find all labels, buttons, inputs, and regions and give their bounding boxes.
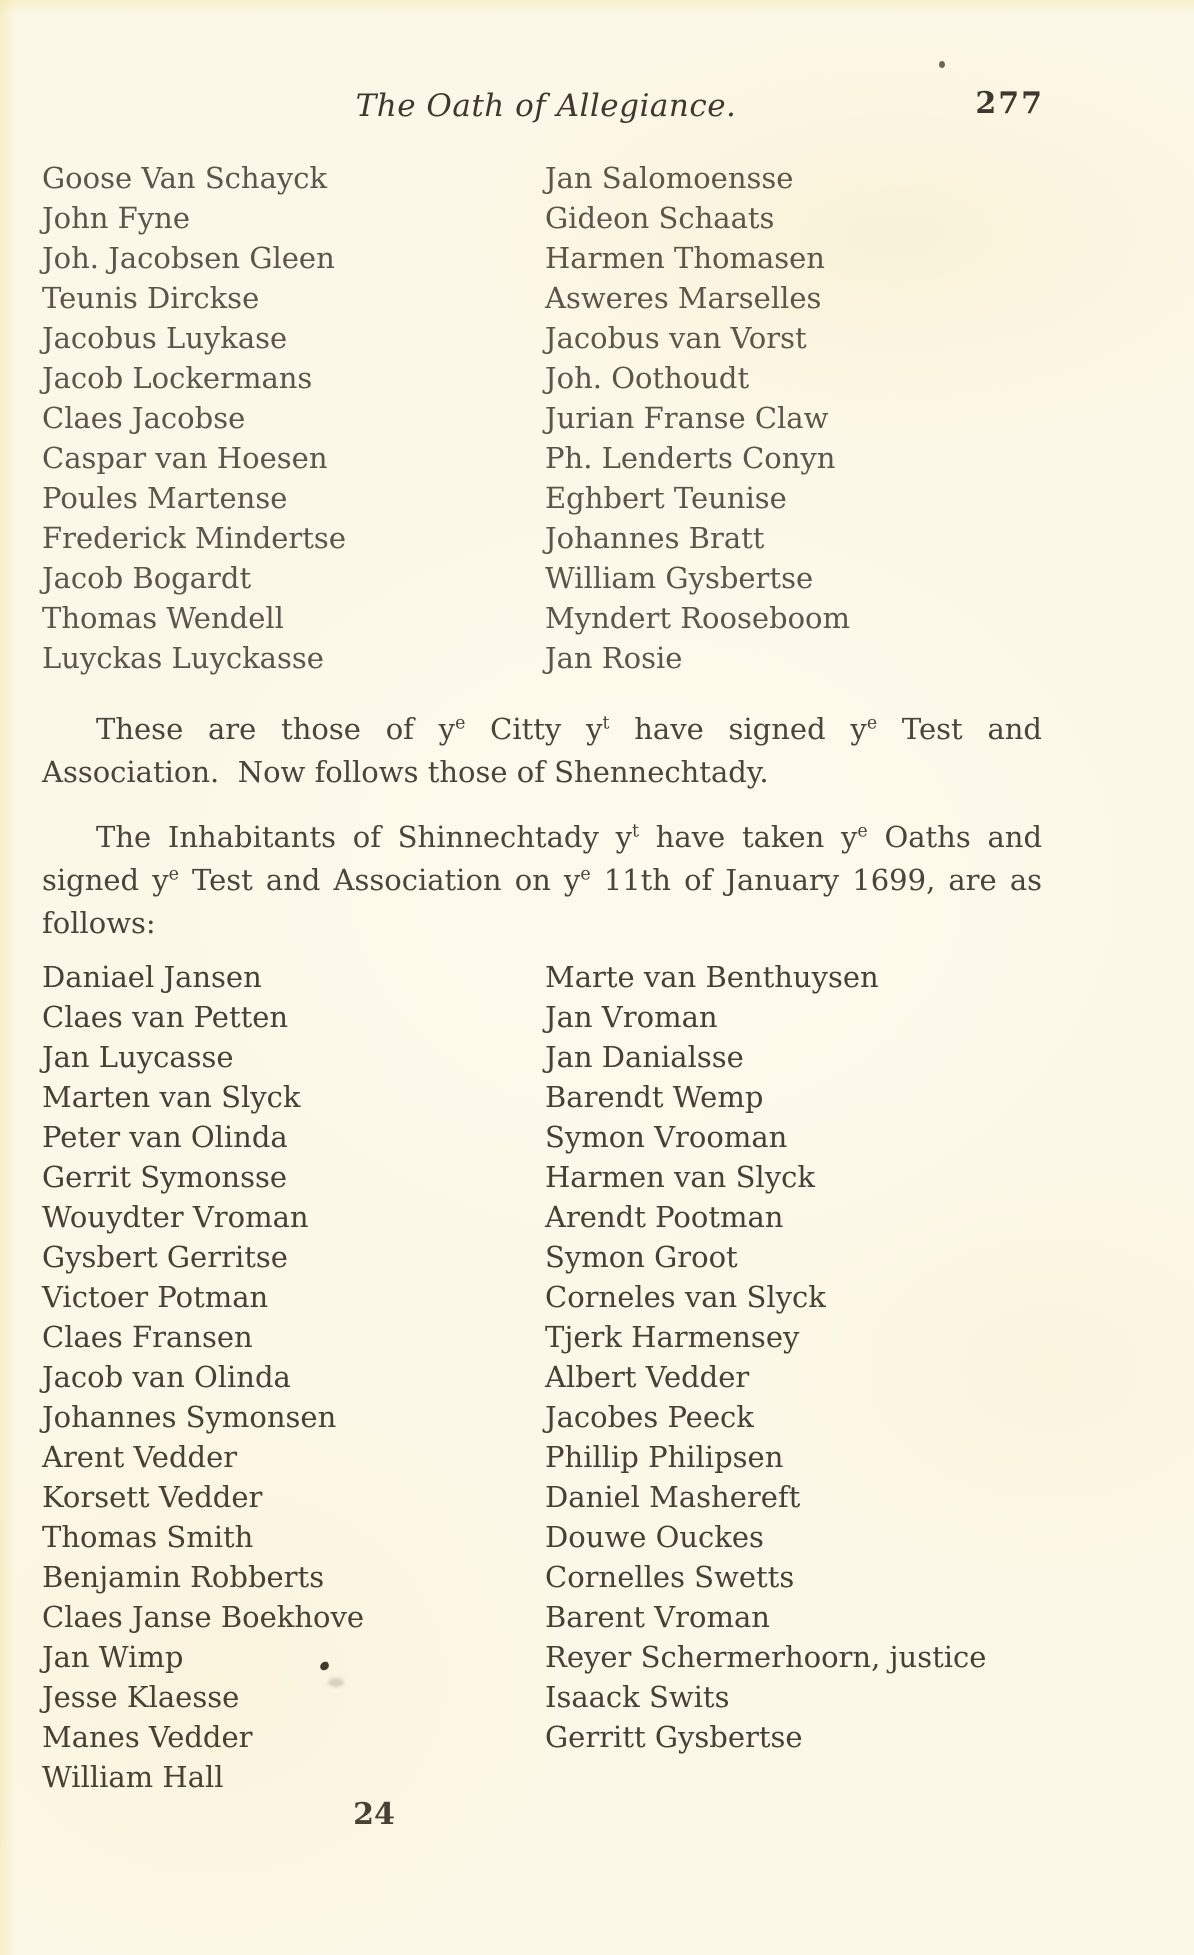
superscript-abbreviation: t — [631, 821, 639, 842]
name-list-item: Jacobus van Vorst — [545, 321, 807, 355]
name-list-item: Claes Janse Boekhove — [42, 1600, 365, 1634]
name-list-item: Ph. Lenderts Conyn — [545, 441, 836, 475]
schenectady-signers-column-right — [545, 957, 1050, 1797]
page-header — [42, 88, 1050, 132]
name-list-item: Korsett Vedder — [42, 1480, 263, 1514]
name-list-item: Daniel Mashereft — [545, 1480, 801, 1514]
paragraph-city-signers — [42, 708, 1042, 794]
name-list-item: Jesse Klaesse — [42, 1680, 240, 1714]
name-list-item: Luyckas Luyckasse — [42, 641, 324, 675]
name-list-item: Symon Groot — [545, 1240, 738, 1274]
superscript-abbreviation: t — [602, 713, 610, 734]
running-title: The Oath of Allegiance. — [355, 88, 737, 124]
name-list-item: Harmen Thomasen — [545, 241, 825, 275]
name-list-item: Benjamin Robberts — [42, 1560, 325, 1594]
name-list-item: Jan Rosie — [545, 641, 683, 675]
name-list-item: William Hall — [42, 1760, 224, 1794]
name-list-item: Joh. Oothoudt — [545, 361, 750, 395]
name-list-item: Goose Van Schayck — [42, 161, 328, 195]
name-list-item: Teunis Dirckse — [42, 281, 260, 315]
name-list-item: Manes Vedder — [42, 1720, 253, 1754]
name-list-item: Eghbert Teunise — [545, 481, 787, 515]
name-list-item: Johannes Symonsen — [42, 1400, 337, 1434]
name-list-item: Gideon Schaats — [545, 201, 775, 235]
page-content — [42, 0, 1050, 1832]
ink-speck — [939, 61, 945, 68]
name-list-item: Gysbert Gerritse — [42, 1240, 288, 1274]
name-list-item: Arent Vedder — [42, 1440, 238, 1474]
ink-smudge — [328, 1678, 344, 1687]
page-number: 277 — [975, 86, 1044, 121]
name-list-item: Marte van Benthuysen — [545, 960, 879, 994]
albany-signers-list — [42, 158, 1050, 678]
name-list-item: Peter van Olinda — [42, 1120, 288, 1154]
name-list-item: Johannes Bratt — [545, 521, 765, 555]
name-list-item: Corneles van Slyck — [545, 1280, 826, 1314]
name-list-item: Jacob van Olinda — [42, 1360, 291, 1394]
name-list-item: Asweres Marselles — [545, 281, 822, 315]
name-list-item: Thomas Wendell — [42, 601, 284, 635]
superscript-abbreviation: e — [866, 713, 878, 734]
name-list-item: Jacobes Peeck — [545, 1400, 754, 1434]
signature-mark: 24 — [353, 1797, 395, 1832]
name-list-item: Jacobus Luykase — [42, 321, 288, 355]
name-list-item: Victoer Potman — [42, 1280, 269, 1314]
text-run: have signed y — [609, 712, 867, 746]
name-list-item: Barent Vroman — [545, 1600, 770, 1634]
name-list-item: Arendt Pootman — [545, 1200, 784, 1234]
name-list-item: Frederick Mindertse — [42, 521, 346, 555]
name-list-item: Gerrit Symonsse — [42, 1160, 288, 1194]
name-list-item: Cornelles Swetts — [545, 1560, 795, 1594]
text-run: 11th of January 1699, are as follows: — [42, 863, 1042, 940]
name-list-item: Claes van Petten — [42, 1000, 289, 1034]
superscript-abbreviation: e — [580, 864, 591, 885]
text-run: The Inhabitants of Shinnechtady y — [96, 820, 632, 854]
text-run: Oaths and signed y — [42, 820, 1043, 897]
name-list-item: Wouydter Vroman — [42, 1200, 309, 1234]
paragraph-schenectady-intro — [42, 816, 1042, 945]
name-list-item: Gerritt Gysbertse — [545, 1720, 803, 1754]
name-list-item: Joh. Jacobsen Gleen — [42, 241, 335, 275]
name-list-item: Claes Fransen — [42, 1320, 253, 1354]
name-list-item: Barendt Wemp — [545, 1080, 764, 1114]
name-list-item: John Fyne — [42, 201, 191, 235]
name-list-item: Harmen van Slyck — [545, 1160, 815, 1194]
superscript-abbreviation: e — [168, 864, 179, 885]
name-list-item: Douwe Ouckes — [545, 1520, 764, 1554]
name-list-item: William Gysbertse — [545, 561, 814, 595]
name-list-item: Poules Martense — [42, 481, 288, 515]
name-list-item: Jan Wimp — [42, 1640, 184, 1674]
albany-signers-column-right — [545, 158, 1050, 678]
albany-signers-column-left — [42, 158, 545, 678]
name-list-item: Thomas Smith — [42, 1520, 254, 1554]
name-list-item: Myndert Rooseboom — [545, 601, 850, 635]
name-list-item: Tjerk Harmensey — [545, 1320, 800, 1354]
text-run: have taken y — [638, 820, 858, 854]
schenectady-signers-column-left — [42, 957, 545, 1797]
name-list-item: Jacob Lockermans — [42, 361, 313, 395]
name-list-item: Jurian Franse Claw — [545, 401, 829, 435]
name-list-item: Jan Salomoensse — [545, 161, 794, 195]
name-list-item: Symon Vrooman — [545, 1120, 788, 1154]
superscript-abbreviation: e — [857, 821, 868, 842]
name-list-item: Phillip Philipsen — [545, 1440, 784, 1474]
name-list-item: Jacob Bogardt — [42, 561, 252, 595]
name-list-item: Claes Jacobse — [42, 401, 246, 435]
text-run: Test and Association. Now follows those of Shennechtady. — [42, 712, 1042, 789]
text-run: Citty y — [465, 712, 603, 746]
superscript-abbreviation: e — [455, 713, 466, 734]
name-list-item: Caspar van Hoesen — [42, 441, 328, 475]
name-list-item: Reyer Schermerhoorn, justice — [545, 1640, 987, 1674]
text-run: These are those of y — [96, 712, 456, 746]
name-list-item: Jan Vroman — [545, 1000, 718, 1034]
name-list-item: Daniael Jansen — [42, 960, 262, 994]
schenectady-signers-list — [42, 957, 1050, 1797]
name-list-item: Marten van Slyck — [42, 1080, 301, 1114]
name-list-item: Jan Danialsse — [545, 1040, 744, 1074]
text-run: Test and Association on y — [178, 863, 581, 897]
name-list-item: Isaack Swits — [545, 1680, 730, 1714]
name-list-item: Jan Luycasse — [42, 1040, 234, 1074]
name-list-item: Albert Vedder — [545, 1360, 750, 1394]
